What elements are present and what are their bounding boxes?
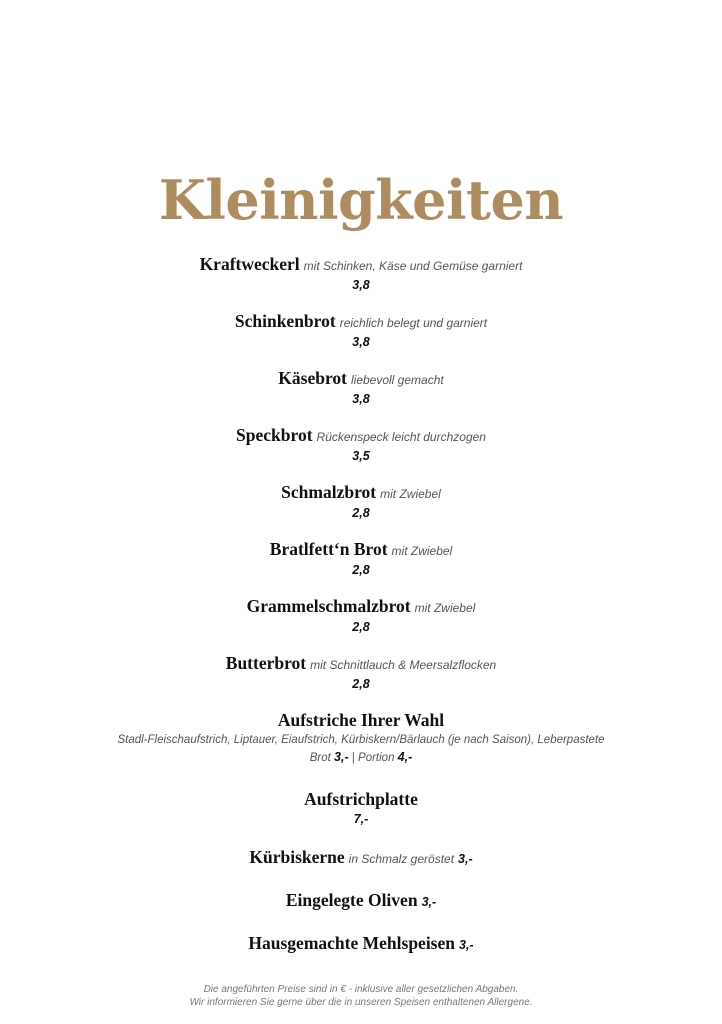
- menu-item-mehlspeisen: [0, 933, 722, 956]
- brot-price: 3,-: [334, 750, 349, 764]
- item-price: 2,8: [352, 563, 370, 577]
- item-name: Butterbrot: [225, 653, 307, 673]
- menu-item-grammelschmalzbrot: [0, 596, 722, 635]
- portion-price: 4,-: [397, 750, 413, 764]
- price-separator: |: [351, 752, 355, 764]
- item-price: 3,8: [352, 335, 370, 349]
- item-name: Hausgemachte Mehlspeisen: [248, 933, 455, 953]
- portion-label: Portion: [358, 752, 395, 764]
- menu-item-butterbrot: [0, 653, 722, 692]
- item-price: 2,8: [352, 506, 370, 520]
- footer-note: [0, 983, 722, 1009]
- item-name: Grammelschmalzbrot: [246, 596, 411, 616]
- footer-line-prices: Die angeführten Preise sind in € - inklusive aller gesetzlichen Abgaben.: [203, 984, 519, 995]
- item-name: Eingelegte Oliven: [285, 890, 418, 910]
- item-price: 3,8: [352, 278, 370, 292]
- item-name: Käsebrot: [278, 368, 347, 388]
- item-name: Speckbrot: [236, 425, 313, 445]
- menu-item-kuerbiskerne: [0, 847, 722, 870]
- menu-item-kraftweckerl: [0, 254, 722, 293]
- menu-list: [0, 254, 722, 976]
- menu-item-schinkenbrot: [0, 311, 722, 350]
- item-description: liebevoll gemacht: [350, 373, 444, 387]
- item-price: 3,-: [421, 895, 437, 909]
- menu-item-aufstrichplatte: [0, 789, 722, 827]
- item-description: Stadl-Fleischaufstrich, Liptauer, Eiaufstrich, Kürbiskern/Bärlauch (je nach Saison), Leberpastete: [117, 734, 605, 746]
- brot-label: Brot: [309, 752, 331, 764]
- item-description: mit Zwiebel: [380, 487, 441, 501]
- item-description: reichlich belegt und garniert: [339, 316, 488, 330]
- item-name: Kraftweckerl: [199, 254, 300, 274]
- item-price: 2,8: [352, 620, 370, 634]
- item-name: Kürbiskerne: [249, 847, 345, 867]
- page-title: Kleinigkeiten: [158, 168, 564, 232]
- menu-item-speckbrot: [0, 425, 722, 464]
- item-name: Aufstrichplatte: [304, 789, 418, 809]
- menu-item-aufstriche: [0, 710, 722, 767]
- item-price: 3,8: [352, 392, 370, 406]
- footer-line-allergens: Wir informieren Sie gerne über die in unseren Speisen enthaltenen Allergene.: [189, 997, 533, 1008]
- item-name: Bratlfett‘n Brot: [269, 539, 388, 559]
- aufstriche-prices: [0, 749, 722, 767]
- menu-item-schmalzbrot: [0, 482, 722, 521]
- item-description: mit Schnittlauch & Meersalzflocken: [310, 658, 497, 672]
- item-description: Rückenspeck leicht durchzogen: [316, 430, 486, 444]
- item-price: 2,8: [352, 677, 370, 691]
- item-description: in Schmalz geröstet: [348, 852, 455, 866]
- item-name: Aufstriche Ihrer Wahl: [277, 710, 445, 730]
- item-name: Schinkenbrot: [234, 311, 336, 331]
- menu-item-oliven: [0, 890, 722, 913]
- item-price: 3,-: [458, 852, 473, 866]
- item-price: 7,-: [353, 812, 369, 826]
- item-description: mit Zwiebel: [391, 544, 453, 558]
- item-price: 3,5: [352, 449, 370, 463]
- item-description: mit Zwiebel: [414, 601, 476, 615]
- item-price: 3,-: [459, 938, 474, 952]
- item-description: mit Schinken, Käse und Gemüse garniert: [303, 259, 523, 273]
- item-name: Schmalzbrot: [281, 482, 377, 502]
- menu-item-bratlfettn-brot: [0, 539, 722, 578]
- menu-item-kaesebrot: [0, 368, 722, 407]
